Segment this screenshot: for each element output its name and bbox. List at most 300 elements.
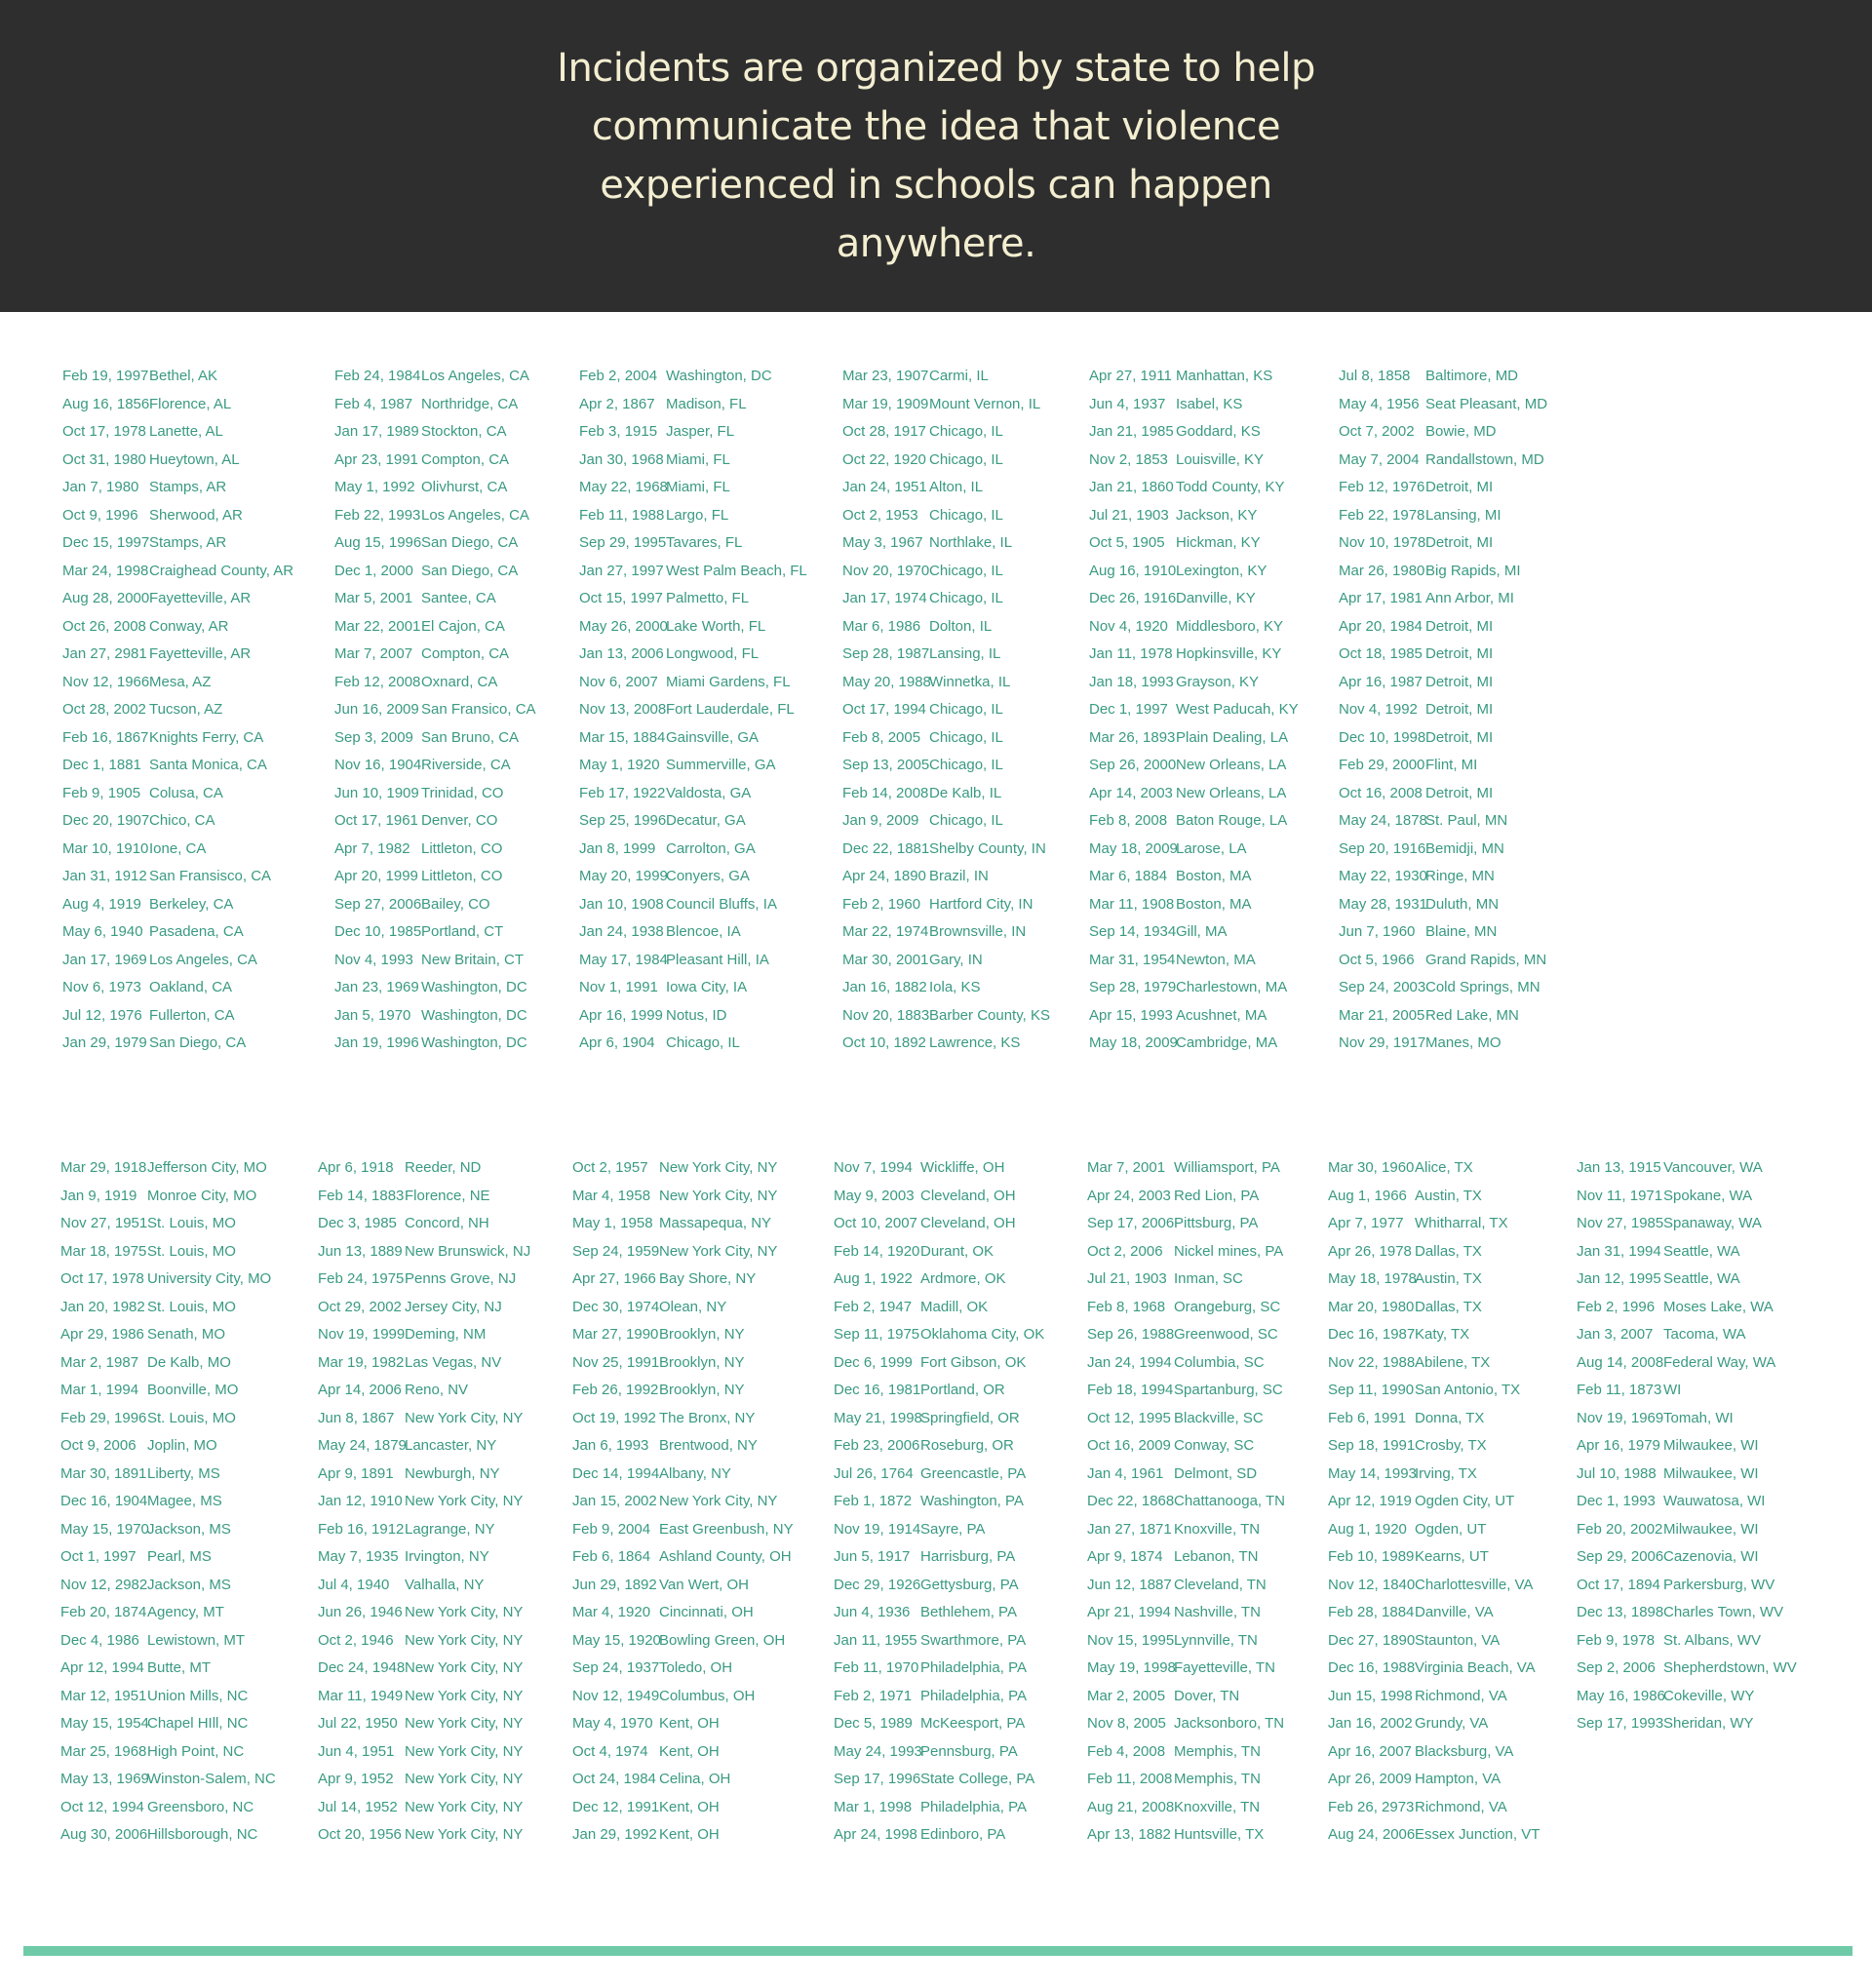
incident-entry bbox=[842, 863, 1050, 891]
incident-location: Miami, FL bbox=[666, 450, 730, 468]
incident-location: Ogden City, UT bbox=[1415, 1493, 1515, 1509]
incident-entry bbox=[60, 1377, 276, 1405]
incident-location: Pasadena, CA bbox=[149, 923, 244, 940]
incident-location: Riverside, CA bbox=[421, 757, 511, 773]
incident-date: Aug 28, 2000 bbox=[62, 590, 150, 606]
incident-entry bbox=[60, 1488, 276, 1516]
incident-location: Miami, FL bbox=[666, 479, 730, 495]
incident-location: St. Albans, WV bbox=[1663, 1631, 1762, 1649]
incident-entry bbox=[318, 1349, 530, 1378]
incident-entry bbox=[60, 1183, 276, 1211]
incident-date: May 24, 1879 bbox=[318, 1437, 407, 1454]
incident-date: Feb 23, 2006 bbox=[834, 1437, 920, 1454]
incident-date: Jul 4, 1940 bbox=[318, 1576, 390, 1593]
incident-date: Feb 12, 1976 bbox=[1339, 479, 1425, 495]
incident-entry bbox=[334, 947, 536, 975]
incident-date: Feb 8, 2008 bbox=[1089, 812, 1168, 829]
incident-location: Staunton, VA bbox=[1415, 1631, 1501, 1649]
incident-entry bbox=[834, 1349, 1044, 1378]
incident-location: Greenwood, SC bbox=[1174, 1326, 1278, 1343]
incident-date: Dec 13, 1898 bbox=[1577, 1604, 1664, 1620]
incident-location: Santa Monica, CA bbox=[149, 757, 267, 773]
incident-location: Berkeley, CA bbox=[149, 895, 234, 913]
incident-entry bbox=[842, 641, 1050, 669]
incident-location: Olivhurst, CA bbox=[421, 479, 508, 495]
incident-entry bbox=[842, 447, 1050, 475]
incident-entry bbox=[579, 391, 807, 419]
incident-date: Oct 12, 1995 bbox=[1087, 1409, 1171, 1426]
incident-location: New Orleans, LA bbox=[1176, 784, 1287, 801]
incident-entry bbox=[579, 1002, 807, 1031]
incident-location: Cokeville, WY bbox=[1663, 1687, 1755, 1704]
incident-date: May 26, 2000 bbox=[579, 617, 668, 635]
incident-location: Chicago, IL bbox=[666, 1034, 740, 1051]
incident-entry bbox=[1328, 1321, 1540, 1349]
incident-location: Penns Grove, NJ bbox=[405, 1270, 517, 1287]
incident-location: High Point, NC bbox=[147, 1742, 245, 1760]
incident-entry bbox=[1328, 1266, 1540, 1294]
incident-date: Jan 17, 1989 bbox=[334, 423, 419, 440]
incident-location: Boston, MA bbox=[1176, 868, 1252, 884]
incident-entry bbox=[62, 669, 293, 697]
incident-date: Dec 16, 1904 bbox=[60, 1493, 148, 1509]
incident-location: Red Lion, PA bbox=[1174, 1187, 1260, 1204]
incident-location: El Cajon, CA bbox=[421, 617, 505, 635]
incident-location: Longwood, FL bbox=[666, 645, 760, 662]
incident-entry bbox=[334, 641, 536, 669]
incident-entry bbox=[60, 1821, 276, 1850]
incident-location: Philadelphia, PA bbox=[920, 1687, 1027, 1704]
incident-date: Sep 29, 1995 bbox=[579, 534, 667, 551]
incident-entry bbox=[1087, 1405, 1285, 1433]
incident-location: Ringe, MN bbox=[1425, 868, 1495, 884]
incident-date: Sep 17, 1996 bbox=[834, 1771, 921, 1787]
incident-date: Jan 7, 1980 bbox=[62, 479, 139, 495]
incident-entry bbox=[1577, 1710, 1797, 1738]
incident-location: Chicago, IL bbox=[929, 728, 1003, 746]
incident-entry bbox=[1577, 1683, 1797, 1711]
incident-date: Feb 2, 1947 bbox=[834, 1298, 913, 1315]
incident-entry bbox=[1339, 891, 1547, 919]
incident-location: Liberty, MS bbox=[147, 1464, 220, 1482]
incident-date: Mar 22, 2001 bbox=[334, 617, 421, 635]
incident-location: Largo, FL bbox=[666, 506, 729, 524]
incident-location: Orangeburg, SC bbox=[1174, 1298, 1281, 1315]
incident-column bbox=[1089, 363, 1299, 1058]
incident-location: Tavares, FL bbox=[666, 534, 743, 551]
incident-location: Durant, OK bbox=[920, 1242, 994, 1260]
incident-date: Mar 21, 2005 bbox=[1339, 1006, 1425, 1024]
incident-entry bbox=[834, 1627, 1044, 1656]
incident-date: Oct 17, 1961 bbox=[334, 812, 418, 829]
incident-date: Jan 15, 2002 bbox=[572, 1493, 657, 1509]
incident-entry bbox=[579, 918, 807, 947]
incident-date: Nov 4, 1992 bbox=[1339, 701, 1418, 718]
incident-location: Compton, CA bbox=[421, 645, 510, 662]
incident-location: Santee, CA bbox=[421, 590, 496, 606]
incident-location: Isabel, KS bbox=[1176, 395, 1243, 412]
incident-location: Fayetteville, AR bbox=[149, 645, 252, 662]
incident-date: Sep 27, 2006 bbox=[334, 895, 422, 913]
incident-location: Union Mills, NC bbox=[147, 1687, 249, 1704]
incident-location: Austin, TX bbox=[1415, 1270, 1482, 1287]
incident-date: Mar 30, 1960 bbox=[1328, 1159, 1415, 1176]
incident-entry bbox=[334, 696, 536, 724]
incident-entry bbox=[579, 724, 807, 753]
incident-entry bbox=[62, 558, 293, 586]
incident-date: Aug 4, 1919 bbox=[62, 895, 141, 913]
incident-entry bbox=[60, 1627, 276, 1656]
incident-date: May 7, 1935 bbox=[318, 1548, 399, 1565]
incident-entry bbox=[834, 1432, 1044, 1461]
incident-date: Feb 11, 2008 bbox=[1087, 1771, 1173, 1787]
incident-entry bbox=[1577, 1377, 1797, 1405]
incident-location: Virginia Beach, VA bbox=[1415, 1659, 1536, 1676]
incident-location: St. Louis, MO bbox=[147, 1242, 236, 1260]
incident-date: Nov 13, 2008 bbox=[579, 701, 667, 718]
incident-date: Jul 21, 1903 bbox=[1089, 506, 1169, 524]
incident-date: Jan 27, 1871 bbox=[1087, 1520, 1172, 1538]
incident-date: Feb 4, 1987 bbox=[334, 395, 413, 412]
incident-entry bbox=[1089, 696, 1299, 724]
incident-location: Milwaukee, WI bbox=[1663, 1437, 1759, 1454]
incident-entry bbox=[1328, 1516, 1540, 1544]
incident-entry bbox=[334, 558, 536, 586]
incident-date: Apr 14, 2006 bbox=[318, 1382, 402, 1398]
incident-entry bbox=[60, 1461, 276, 1489]
incident-location: Wauwatosa, WI bbox=[1663, 1493, 1766, 1509]
incident-entry bbox=[1089, 807, 1299, 836]
incident-date: Feb 10, 1989 bbox=[1328, 1548, 1415, 1565]
incident-date: Mar 27, 1990 bbox=[572, 1326, 659, 1343]
incident-date: Apr 6, 1904 bbox=[579, 1034, 655, 1051]
incident-date: Apr 29, 1986 bbox=[60, 1326, 144, 1343]
incident-date: Jan 10, 1908 bbox=[579, 895, 664, 913]
incident-entry bbox=[572, 1461, 794, 1489]
incident-entry bbox=[842, 502, 1050, 530]
incident-column bbox=[1328, 1154, 1540, 1850]
incident-location: Brazil, IN bbox=[929, 868, 989, 884]
incident-date: May 15, 1954 bbox=[60, 1715, 149, 1732]
incident-entry bbox=[62, 529, 293, 558]
incident-date: Feb 4, 2008 bbox=[1087, 1742, 1166, 1760]
incident-date: Jan 18, 1993 bbox=[1089, 673, 1174, 690]
incident-column bbox=[834, 1154, 1044, 1850]
incident-entry bbox=[1577, 1266, 1797, 1294]
incident-entry bbox=[318, 1321, 530, 1349]
incident-location: St. Louis, MO bbox=[147, 1215, 236, 1231]
incident-date: Mar 2, 1987 bbox=[60, 1353, 139, 1371]
incident-column bbox=[1577, 1154, 1797, 1738]
incident-entry bbox=[1087, 1238, 1285, 1267]
incident-entry bbox=[60, 1154, 276, 1183]
incident-date: May 9, 2003 bbox=[834, 1187, 915, 1204]
incident-location: Madison, FL bbox=[666, 395, 747, 412]
incident-entry bbox=[318, 1432, 530, 1461]
incident-entry bbox=[1087, 1266, 1285, 1294]
incident-entry bbox=[1089, 474, 1299, 502]
incident-entry bbox=[1328, 1627, 1540, 1656]
incident-entry bbox=[842, 836, 1050, 864]
incident-location: Chicago, IL bbox=[929, 812, 1003, 829]
incident-entry bbox=[318, 1461, 530, 1489]
incident-date: Sep 26, 2000 bbox=[1089, 757, 1177, 773]
incident-location: New York City, NY bbox=[659, 1159, 778, 1176]
incident-date: Sep 3, 2009 bbox=[334, 728, 413, 746]
incident-location: Washington, DC bbox=[421, 979, 527, 995]
incident-date: Feb 20, 1874 bbox=[60, 1604, 147, 1620]
incident-entry bbox=[834, 1461, 1044, 1489]
incident-entry bbox=[318, 1766, 530, 1794]
incident-entry bbox=[1577, 1154, 1797, 1183]
incident-entry bbox=[579, 418, 807, 447]
incident-date: May 24, 1878 bbox=[1339, 812, 1427, 829]
incident-date: Dec 1, 1993 bbox=[1577, 1493, 1656, 1509]
incident-date: Jan 24, 1938 bbox=[579, 923, 664, 940]
incident-entry bbox=[1328, 1543, 1540, 1572]
incident-entry bbox=[834, 1516, 1044, 1544]
incident-location: De Kalb, IL bbox=[929, 784, 1002, 801]
incident-date: Mar 30, 2001 bbox=[842, 951, 929, 968]
incident-entry bbox=[1089, 1030, 1299, 1058]
incident-location: Mesa, AZ bbox=[149, 673, 212, 690]
incident-entry bbox=[579, 558, 807, 586]
incident-location: New York City, NY bbox=[405, 1659, 524, 1676]
incident-location: Tomah, WI bbox=[1663, 1409, 1734, 1426]
incident-date: Jan 17, 1974 bbox=[842, 590, 927, 606]
incident-entry bbox=[1339, 558, 1547, 586]
incident-date: Apr 16, 1979 bbox=[1577, 1437, 1660, 1454]
incident-entry bbox=[1339, 918, 1547, 947]
incident-date: Mar 29, 1918 bbox=[60, 1159, 147, 1176]
incident-entry bbox=[1089, 724, 1299, 753]
incident-location: San Antonio, TX bbox=[1415, 1382, 1521, 1398]
incident-column bbox=[579, 363, 807, 1058]
incident-date: Sep 18, 1991 bbox=[1328, 1437, 1416, 1454]
incident-entry bbox=[334, 918, 536, 947]
incident-location: Blacksburg, VA bbox=[1415, 1742, 1514, 1760]
incident-entry bbox=[60, 1321, 276, 1349]
incident-location: Cleveland, TN bbox=[1174, 1576, 1267, 1593]
incident-date: Jul 22, 1950 bbox=[318, 1715, 398, 1732]
incident-date: May 15, 1920 bbox=[572, 1631, 661, 1649]
incident-entry bbox=[1339, 447, 1547, 475]
incident-location: Littleton, CO bbox=[421, 868, 503, 884]
incident-location: Boonville, MO bbox=[147, 1382, 239, 1398]
incident-location: Blencoe, IA bbox=[666, 923, 741, 940]
incident-location: Florence, NE bbox=[405, 1187, 490, 1204]
incident-entry bbox=[1087, 1461, 1285, 1489]
incident-date: May 21, 1998 bbox=[834, 1409, 922, 1426]
incident-location: Brooklyn, NY bbox=[659, 1353, 745, 1371]
incident-location: Cincinnati, OH bbox=[659, 1604, 754, 1620]
incident-entry bbox=[318, 1266, 530, 1294]
incident-date: Jan 13, 1915 bbox=[1577, 1159, 1661, 1176]
incident-location: Oxnard, CA bbox=[421, 673, 498, 690]
incident-date: Sep 11, 1975 bbox=[834, 1326, 920, 1343]
incident-date: Jun 29, 1892 bbox=[572, 1576, 657, 1593]
incident-entry bbox=[60, 1294, 276, 1322]
incident-entry bbox=[1089, 447, 1299, 475]
incident-entry bbox=[842, 974, 1050, 1002]
incident-location: Jasper, FL bbox=[666, 423, 735, 440]
incident-date: Jan 3, 2007 bbox=[1577, 1326, 1654, 1343]
incident-entry bbox=[572, 1266, 794, 1294]
incident-entry bbox=[318, 1516, 530, 1544]
incident-location: New York City, NY bbox=[659, 1242, 778, 1260]
incident-entry bbox=[318, 1405, 530, 1433]
incident-date: May 16, 1986 bbox=[1577, 1687, 1665, 1704]
incident-location: Duluth, MN bbox=[1425, 895, 1500, 913]
incident-entry bbox=[1089, 836, 1299, 864]
incident-entry bbox=[579, 1030, 807, 1058]
incident-entry bbox=[1339, 641, 1547, 669]
incident-location: Williamsport, PA bbox=[1174, 1159, 1280, 1176]
incident-location: Jackson, MS bbox=[147, 1520, 231, 1538]
incident-location: Charlestown, MA bbox=[1176, 979, 1288, 995]
incident-date: Dec 3, 1985 bbox=[318, 1215, 397, 1231]
incident-entry bbox=[1087, 1794, 1285, 1822]
incident-location: New York City, NY bbox=[405, 1409, 524, 1426]
incident-location: Massapequa, NY bbox=[659, 1215, 772, 1231]
incident-date: Nov 1, 1991 bbox=[579, 979, 658, 995]
incident-entry bbox=[579, 529, 807, 558]
incident-location: WI bbox=[1663, 1382, 1682, 1398]
incident-entry bbox=[1328, 1766, 1540, 1794]
incident-date: Apr 20, 1984 bbox=[1339, 617, 1423, 635]
incident-date: Apr 12, 1994 bbox=[60, 1659, 144, 1676]
incident-entry bbox=[842, 669, 1050, 697]
incident-date: Mar 18, 1975 bbox=[60, 1242, 147, 1260]
incident-entry bbox=[318, 1294, 530, 1322]
incident-date: Oct 12, 1994 bbox=[60, 1798, 144, 1815]
incident-date: Sep 20, 1916 bbox=[1339, 839, 1426, 857]
incident-date: Sep 26, 1988 bbox=[1087, 1326, 1175, 1343]
incident-location: Kearns, UT bbox=[1415, 1548, 1489, 1565]
incident-date: Oct 29, 2002 bbox=[318, 1298, 402, 1315]
incident-location: Brooklyn, NY bbox=[659, 1382, 745, 1398]
incident-location: Chicago, IL bbox=[929, 562, 1003, 579]
incident-date: Jan 8, 1999 bbox=[579, 839, 656, 857]
incident-date: Jan 24, 1994 bbox=[1087, 1353, 1172, 1371]
incident-date: Nov 6, 1973 bbox=[62, 979, 141, 995]
incident-entry bbox=[572, 1572, 794, 1600]
incident-date: May 22, 1968 bbox=[579, 479, 668, 495]
incident-entry bbox=[842, 418, 1050, 447]
incident-location: Hopkinsville, KY bbox=[1176, 645, 1282, 662]
incident-location: New York City, NY bbox=[405, 1604, 524, 1620]
incident-location: Sheridan, WY bbox=[1663, 1715, 1754, 1732]
incident-location: Richmond, VA bbox=[1415, 1687, 1507, 1704]
incident-location: Cleveland, OH bbox=[920, 1187, 1016, 1204]
incident-date: Oct 28, 2002 bbox=[62, 701, 146, 718]
incident-location: Oklahoma City, OK bbox=[920, 1326, 1045, 1343]
incident-entry bbox=[1577, 1655, 1797, 1683]
incident-entry bbox=[62, 391, 293, 419]
incident-entry bbox=[1577, 1349, 1797, 1378]
incident-location: Blackville, SC bbox=[1174, 1409, 1264, 1426]
incident-entry bbox=[842, 558, 1050, 586]
incident-date: May 3, 1967 bbox=[842, 534, 923, 551]
incident-date: Mar 7, 2001 bbox=[1087, 1159, 1166, 1176]
incident-date: Nov 7, 1994 bbox=[834, 1159, 913, 1176]
incident-location: Cold Springs, MN bbox=[1425, 979, 1540, 995]
incident-location: San Bruno, CA bbox=[421, 728, 520, 746]
incident-location: Conyers, GA bbox=[666, 868, 750, 884]
incident-date: May 1, 1920 bbox=[579, 757, 660, 773]
incident-entry bbox=[60, 1210, 276, 1238]
incident-location: Pearl, MS bbox=[147, 1548, 212, 1565]
incident-date: Mar 11, 1908 bbox=[1089, 895, 1175, 913]
incident-date: Feb 8, 2005 bbox=[842, 728, 921, 746]
incident-date: Mar 10, 1910 bbox=[62, 839, 149, 857]
incident-entry bbox=[1339, 807, 1547, 836]
incident-entry bbox=[62, 641, 293, 669]
incident-entry bbox=[579, 947, 807, 975]
incident-entry bbox=[572, 1405, 794, 1433]
incident-location: Acushnet, MA bbox=[1176, 1006, 1268, 1024]
incident-location: Vancouver, WA bbox=[1663, 1159, 1763, 1176]
incident-date: Nov 15, 1995 bbox=[1087, 1631, 1175, 1649]
incident-date: Feb 2, 2004 bbox=[579, 368, 658, 384]
incident-entry bbox=[1089, 418, 1299, 447]
incident-entry bbox=[60, 1766, 276, 1794]
incident-entry bbox=[842, 1002, 1050, 1031]
incident-location: San Diego, CA bbox=[421, 534, 519, 551]
incident-date: Jan 12, 1995 bbox=[1577, 1270, 1661, 1287]
incident-entry bbox=[1339, 529, 1547, 558]
incident-entry bbox=[834, 1572, 1044, 1600]
incident-date: Mar 30, 1891 bbox=[60, 1464, 147, 1482]
incident-date: Sep 25, 1996 bbox=[579, 812, 667, 829]
incident-location: Stockton, CA bbox=[421, 423, 507, 440]
incident-entry bbox=[1577, 1321, 1797, 1349]
incident-location: Barber County, KS bbox=[929, 1006, 1050, 1024]
incident-date: Jan 13, 2006 bbox=[579, 645, 664, 662]
incident-location: Hickman, KY bbox=[1176, 534, 1261, 551]
incident-location: Oakland, CA bbox=[149, 979, 233, 995]
incident-entry bbox=[62, 447, 293, 475]
incident-date: Dec 1, 1997 bbox=[1089, 701, 1168, 718]
incident-location: Palmetto, FL bbox=[666, 590, 750, 606]
incident-location: Van Wert, OH bbox=[659, 1576, 749, 1593]
incident-location: Valdosta, GA bbox=[666, 784, 752, 801]
incident-location: Detroit, MI bbox=[1425, 784, 1494, 801]
bottom-accent-bar bbox=[23, 1946, 1852, 1956]
incident-entry bbox=[1577, 1543, 1797, 1572]
incident-location: Danville, VA bbox=[1415, 1604, 1494, 1620]
incident-date: Sep 28, 1979 bbox=[1089, 979, 1177, 995]
incident-location: West Palm Beach, FL bbox=[666, 562, 807, 579]
incident-date: Apr 21, 1994 bbox=[1087, 1604, 1171, 1620]
incident-date: Dec 1, 2000 bbox=[334, 562, 413, 579]
incident-location: Manes, MO bbox=[1425, 1034, 1502, 1051]
incident-location: Knoxville, TN bbox=[1174, 1520, 1261, 1538]
incident-date: Oct 24, 1984 bbox=[572, 1771, 656, 1787]
incident-location: Spartanburg, SC bbox=[1174, 1382, 1283, 1398]
incident-location: Wickliffe, OH bbox=[920, 1159, 1005, 1176]
incident-entry bbox=[1339, 1030, 1547, 1058]
incident-entry bbox=[572, 1627, 794, 1656]
incident-entry bbox=[62, 918, 293, 947]
incident-date: Feb 14, 2008 bbox=[842, 784, 929, 801]
incident-location: Grayson, KY bbox=[1176, 673, 1260, 690]
incident-date: Feb 16, 1867 bbox=[62, 728, 149, 746]
incident-entry bbox=[834, 1655, 1044, 1683]
incident-date: Jan 12, 1910 bbox=[318, 1493, 403, 1509]
incident-date: Feb 6, 1864 bbox=[572, 1548, 651, 1565]
incident-date: Jun 12, 1887 bbox=[1087, 1576, 1172, 1593]
